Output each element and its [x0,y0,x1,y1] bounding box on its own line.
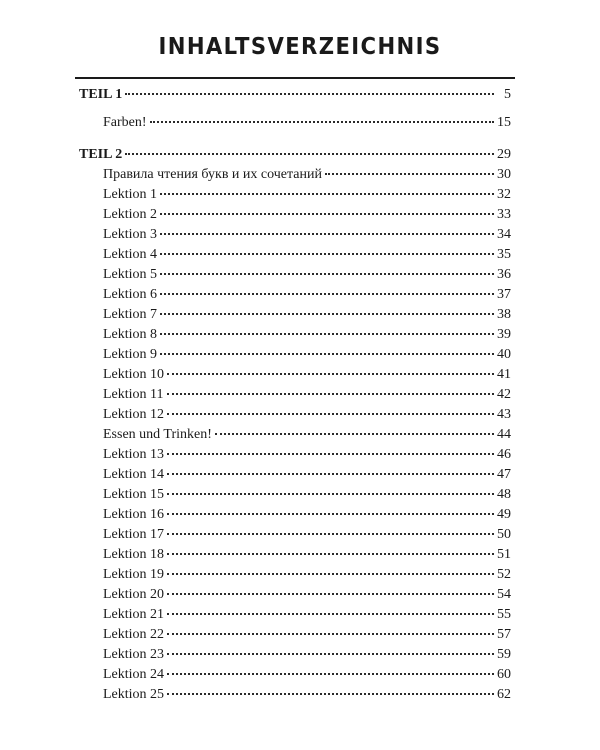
dot-leader [160,293,494,295]
toc-label: Lektion 1 [103,187,158,202]
toc-entry[interactable] [79,185,511,205]
toc-label: Lektion 3 [103,227,158,242]
dot-leader [215,433,494,435]
toc-label: Lektion 5 [103,267,158,282]
dot-leader [160,193,494,195]
dot-leader [167,473,494,475]
dot-leader [167,553,494,555]
toc-entry[interactable] [79,345,511,365]
toc-entry[interactable] [79,405,511,425]
toc-page-number: 52 [497,567,511,582]
dot-leader [167,693,494,695]
toc-page-number: 34 [497,227,511,242]
page-title: INHALTSVERZEICHNIS [158,34,442,60]
dot-leader [160,353,494,355]
toc-page-number: 60 [497,667,511,682]
toc-entry[interactable] [79,265,511,285]
toc-label: Lektion 6 [103,287,158,302]
toc-label: Lektion 7 [103,307,158,322]
toc-page-number: 29 [497,147,511,162]
toc-entry[interactable] [79,365,511,385]
toc-label: Lektion 23 [103,647,165,662]
toc-page-number: 54 [497,587,511,602]
dot-leader [167,513,494,515]
dot-leader [167,633,494,635]
toc-label: Lektion 9 [103,347,158,362]
toc-entry[interactable] [79,445,511,465]
toc-entry[interactable] [79,245,511,265]
dot-leader [160,273,494,275]
dot-leader [167,593,494,595]
toc-page-number: 50 [497,527,511,542]
dot-leader [167,393,494,395]
toc-page-number: 62 [497,687,511,702]
toc-entry[interactable] [79,385,511,405]
toc-entry[interactable] [79,545,511,565]
dot-leader [160,233,494,235]
toc-entry[interactable] [79,485,511,505]
toc-label: Lektion 14 [103,467,165,482]
table-of-contents [79,85,511,705]
dot-leader [160,313,494,315]
toc-entry[interactable] [79,285,511,305]
toc-entry[interactable] [79,625,511,645]
dot-leader [125,153,494,155]
toc-page-number: 46 [497,447,511,462]
toc-entry[interactable] [79,645,511,665]
toc-page-number: 30 [497,167,511,182]
toc-part-1[interactable] [79,85,511,105]
toc-entry[interactable] [79,165,511,185]
toc-entries [79,165,511,705]
dot-leader [167,373,494,375]
dot-leader [167,533,494,535]
toc-entry[interactable] [79,685,511,705]
toc-label: Lektion 11 [103,387,164,402]
dot-leader [167,673,494,675]
toc-page-number: 57 [497,627,511,642]
toc-entry[interactable] [79,305,511,325]
dot-leader [167,453,494,455]
toc-page-number: 15 [497,115,511,130]
toc-entry[interactable] [79,325,511,345]
toc-label: Lektion 21 [103,607,165,622]
toc-label: Lektion 25 [103,687,165,702]
title-rule [75,77,515,79]
toc-page-number: 37 [497,287,511,302]
dot-leader [167,613,494,615]
dot-leader [325,173,494,175]
toc-entry[interactable] [79,525,511,545]
toc-label: Lektion 20 [103,587,165,602]
toc-entry[interactable] [79,205,511,225]
toc-page-number: 44 [497,427,511,442]
dot-leader [150,121,494,123]
toc-label: Lektion 10 [103,367,165,382]
toc-entry[interactable] [79,505,511,525]
dot-leader [160,333,494,335]
toc-page-number: 59 [497,647,511,662]
toc-page-number: 39 [497,327,511,342]
toc-label: Lektion 15 [103,487,165,502]
toc-label: Lektion 24 [103,667,165,682]
toc-page-number: 32 [497,187,511,202]
toc-entry[interactable] [79,665,511,685]
toc-label: Lektion 8 [103,327,158,342]
toc-page-number: 51 [497,547,511,562]
toc-page-number: 5 [504,87,511,102]
toc-label: Lektion 4 [103,247,158,262]
toc-entry-farben[interactable] [79,113,511,133]
toc-label: Lektion 16 [103,507,165,522]
dot-leader [125,93,494,95]
toc-entry[interactable] [79,585,511,605]
toc-label: TEIL 2 [79,147,123,162]
dot-leader [167,493,494,495]
toc-page-number: 55 [497,607,511,622]
toc-page-number: 38 [497,307,511,322]
toc-page-number: 49 [497,507,511,522]
toc-entry[interactable] [79,465,511,485]
toc-label: Lektion 22 [103,627,165,642]
toc-label: TEIL 1 [79,87,123,102]
toc-page-number: 35 [497,247,511,262]
toc-entry[interactable] [79,565,511,585]
toc-label: Lektion 17 [103,527,165,542]
toc-label: Lektion 12 [103,407,165,422]
toc-page-number: 41 [497,367,511,382]
toc-entry[interactable] [79,605,511,625]
toc-page-number: 36 [497,267,511,282]
toc-page-number: 48 [497,487,511,502]
toc-label: Essen und Trinken! [103,427,212,442]
toc-part-2[interactable] [79,145,511,165]
toc-page-number: 47 [497,467,511,482]
dot-leader [167,413,494,415]
toc-label: Правила чтения букв и их сочетаний [103,167,322,182]
dot-leader [160,253,494,255]
toc-page-number: 42 [497,387,511,402]
dot-leader [167,653,494,655]
toc-label: Farben! [103,115,147,130]
toc-label: Lektion 2 [103,207,158,222]
toc-label: Lektion 19 [103,567,165,582]
toc-label: Lektion 13 [103,447,165,462]
toc-page-number: 43 [497,407,511,422]
toc-page-number: 33 [497,207,511,222]
toc-label: Lektion 18 [103,547,165,562]
dot-leader [160,213,494,215]
dot-leader [167,573,494,575]
toc-entry[interactable] [79,225,511,245]
toc-page-number: 40 [497,347,511,362]
toc-entry[interactable] [79,425,511,445]
